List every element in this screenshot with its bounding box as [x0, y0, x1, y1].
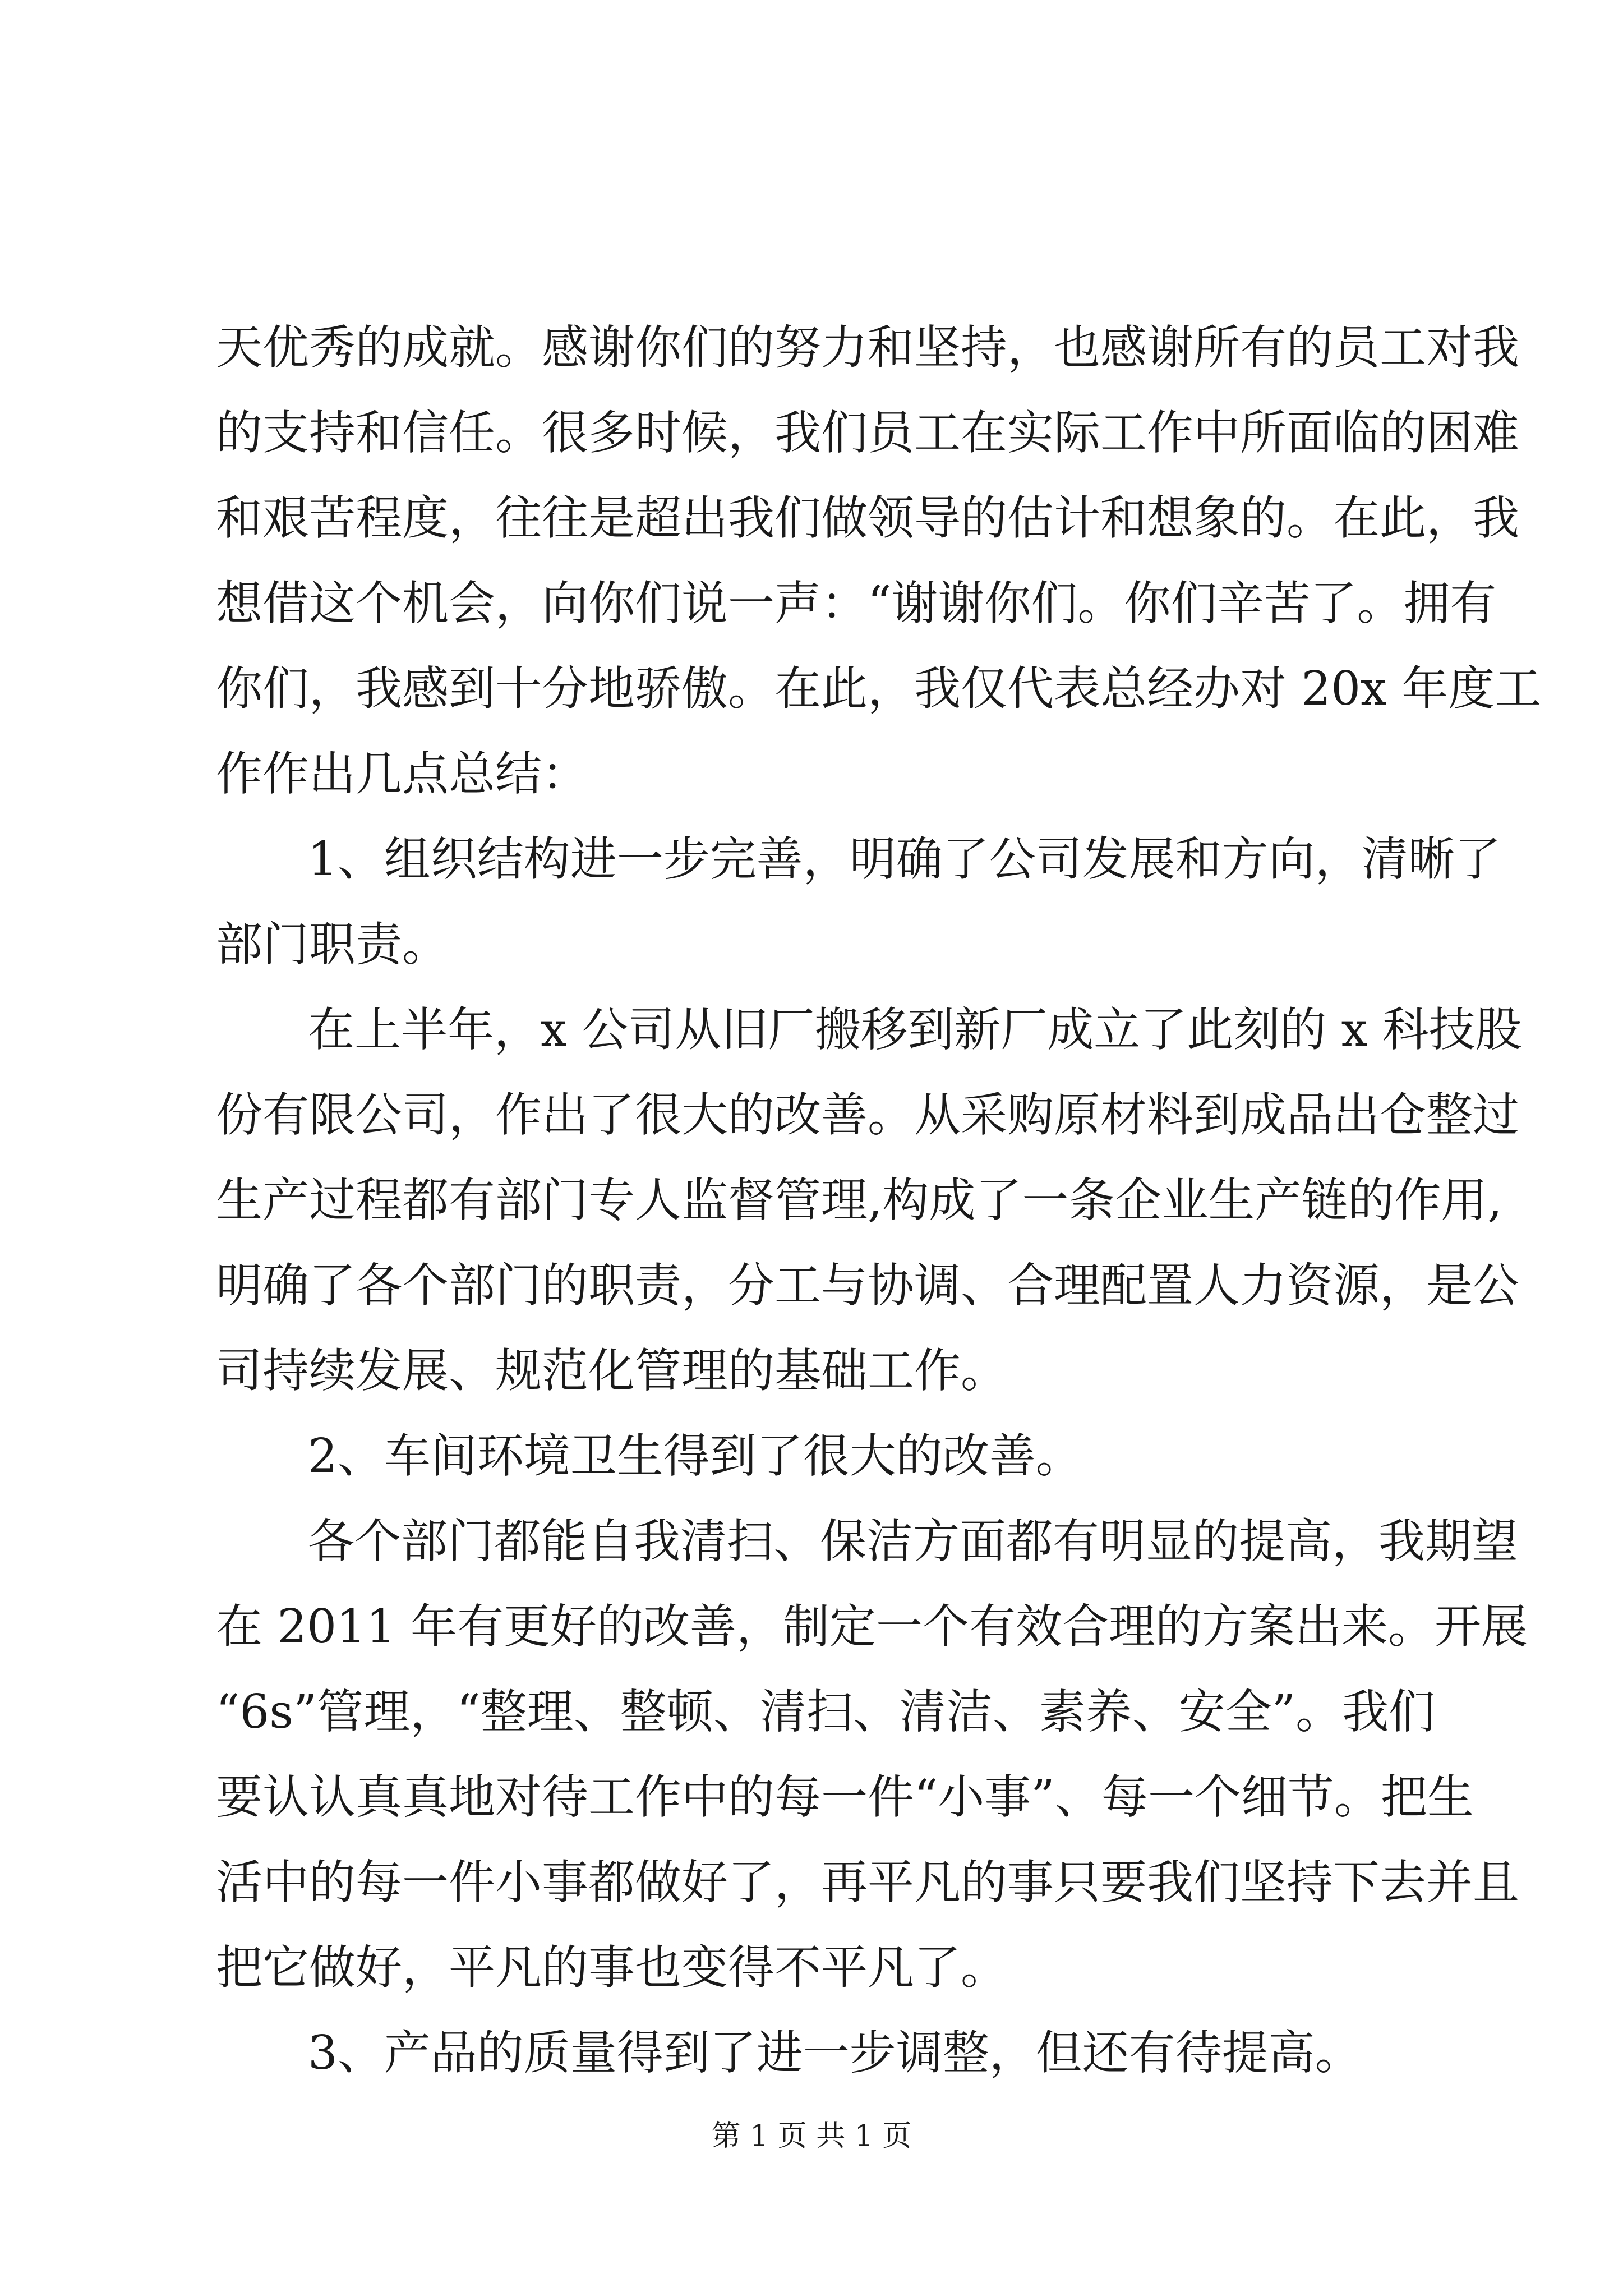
text-line: 司持续发展、规范化管理的基础工作。	[216, 1343, 1007, 1398]
text-line: 把它做好，平凡的事也变得不平凡了。	[216, 1940, 1007, 1995]
text-line: 想借这个机会，向你们说一声：“谢谢你们。你们辛苦了。拥有	[216, 576, 1497, 631]
text-line: 明确了各个部门的职责，分工与协调、合理配置人力资源，是公	[216, 1258, 1519, 1313]
text-line: 活中的每一件小事都做好了，再平凡的事只要我们坚持下去并且	[216, 1855, 1519, 1910]
text-line: 要认认真真地对待工作中的每一件“小事”、每一个细节。把生	[216, 1770, 1474, 1824]
paragraph-start: 各个部门都能自我清扫、保洁方面都有明显的提高，我期望	[308, 1514, 1518, 1568]
text-line: 在 2011 年有更好的改善，制定一个有效合理的方案出来。开展	[216, 1599, 1528, 1654]
list-item-heading: 3、产品的质量得到了进一步调整，但还有待提高。	[308, 2026, 1362, 2080]
text-line: 作作出几点总结：	[216, 747, 588, 801]
text-line: 的支持和信任。很多时候，我们员工在实际工作中所面临的困难	[216, 406, 1519, 460]
list-item-heading: 1、组织结构进一步完善，明确了公司发展和方向，清晰了	[308, 832, 1501, 886]
text-line: “6s”管理，“整理、整顿、清扫、清洁、素养、安全”。我们	[216, 1685, 1436, 1739]
text-line: 你们，我感到十分地骄傲。在此，我仅代表总经办对 20x 年度工	[216, 661, 1542, 716]
page-footer: 第 1 页 共 1 页	[711, 2119, 912, 2153]
text-line: 天优秀的成就。感谢你们的努力和坚持，也感谢所有的员工对我	[216, 320, 1519, 375]
text-line: 和艰苦程度，往往是超出我们做领导的估计和想象的。在此，我	[216, 491, 1519, 545]
list-item-heading: 2、车间环境卫生得到了很大的改善。	[308, 1429, 1082, 1483]
text-line: 份有限公司，作出了很大的改善。从采购原材料到成品出仓整过	[216, 1088, 1519, 1142]
text-line: 生产过程都有部门专人监督管理,构成了一条企业生产链的作用,	[216, 1173, 1502, 1227]
text-line: 部门职责。	[216, 917, 449, 972]
paragraph-start: 在上半年，x 公司从旧厂搬移到新厂成立了此刻的 x 科技股	[308, 1002, 1522, 1057]
